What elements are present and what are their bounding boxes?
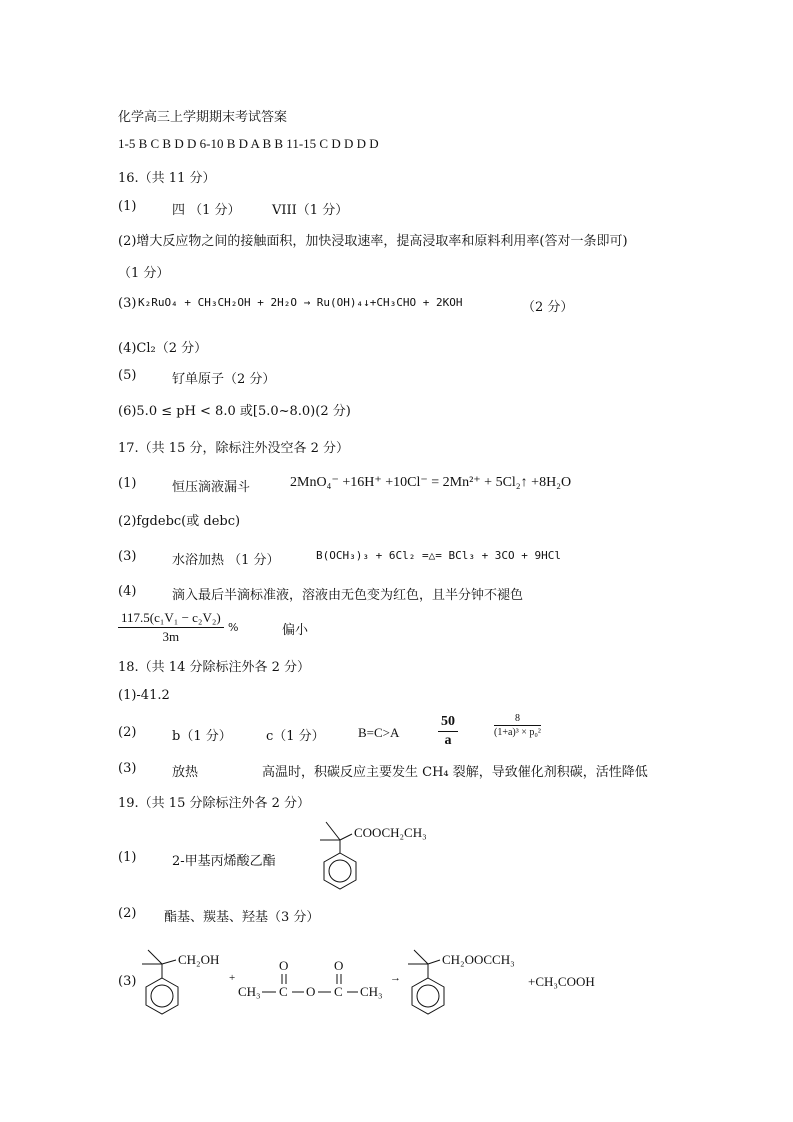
q19-p2-num: (2) bbox=[118, 906, 137, 921]
q17-p1-answer: 恒压滴液漏斗 bbox=[172, 480, 251, 495]
q19-p3-product bbox=[406, 948, 546, 1024]
q19-p3-product-label: CH₂OOCCH₃ bbox=[442, 952, 515, 967]
q19-p3-reactant-1 bbox=[140, 948, 230, 1024]
q19-p3-arrow: → bbox=[390, 972, 401, 984]
q17-p1-num: (1) bbox=[118, 476, 137, 491]
q16-p3-score: （2 分） bbox=[522, 300, 574, 315]
q16-p3-num: (3) bbox=[118, 296, 137, 311]
q18-header: 18.（共 14 分除标注外各 2 分） bbox=[118, 660, 311, 675]
q17-p4-fraction bbox=[118, 610, 224, 645]
mc-answers: 1-5 B C B D D 6-10 B D A B B 11-15 C D D D D bbox=[118, 136, 379, 151]
q18-p2-fraction-1 bbox=[438, 714, 458, 749]
q16-p1-num: (1) bbox=[118, 199, 137, 214]
q17-header: 17.（共 15 分，除标注外没空各 2 分） bbox=[118, 441, 350, 456]
q19-p3-num: (3) bbox=[118, 974, 137, 989]
q19-p1-structure-label: COOCH₂CH₃ bbox=[354, 825, 427, 840]
q19-p3-anhydride-o: O bbox=[306, 984, 316, 999]
q19-p2-answer: 酯基、羰基、羟基（3 分） bbox=[164, 910, 320, 925]
q16-header: 16.（共 11 分） bbox=[118, 171, 216, 186]
q16-p6: (6)5.0 ≤ pH < 8.0 或[5.0~8.0)(2 分) bbox=[118, 404, 351, 419]
q17-p2: (2)fgdebc(或 debc) bbox=[118, 514, 241, 529]
q18-p3-num: (3) bbox=[118, 761, 137, 776]
q17-p3-num: (3) bbox=[118, 549, 137, 564]
q17-p4-answer-b: 偏小 bbox=[282, 623, 309, 638]
q16-p1-answer-b: VIII（1 分） bbox=[272, 203, 349, 218]
q18-p2-fraction-1-denominator: a bbox=[444, 733, 452, 748]
q18-p2-answer-c: B=C>A bbox=[358, 725, 400, 740]
q17-p4-percent: % bbox=[228, 621, 239, 634]
q18-p1: (1)-41.2 bbox=[118, 688, 170, 703]
q17-p1-equation: 2MnO₄⁻ +16H⁺ +10Cl⁻ = 2Mn²⁺ + 5Cl₂↑ +8H₂O bbox=[290, 475, 572, 490]
q17-p4-fraction-numerator: 117.5(c₁V₁ − c₂V₂) bbox=[118, 610, 224, 628]
q18-p2-fraction-2 bbox=[494, 713, 541, 738]
q19-p1-num: (1) bbox=[118, 850, 137, 865]
q19-p1-answer: 2-甲基丙烯酸乙酯 bbox=[172, 854, 276, 869]
q17-p3-equation: B(OCH₃)₃ + 6Cl₂ =△= BCl₃ + 3CO + 9HCl bbox=[316, 549, 562, 562]
q18-p2-num: (2) bbox=[118, 725, 137, 740]
q19-p3-anhydride-left: CH₃ bbox=[238, 984, 261, 999]
q19-p3-byproduct: +CH₃COOH bbox=[528, 974, 595, 989]
q19-p3-reactant-1-label: CH₂OH bbox=[178, 952, 220, 967]
q16-p4: (4)Cl₂（2 分） bbox=[118, 341, 208, 356]
page-title: 化学高三上学期期末考试答案 bbox=[118, 110, 288, 125]
q17-p4-answer: 滴入最后半滴标准液，溶液由无色变为红色，且半分钟不褪色 bbox=[172, 588, 524, 603]
q17-p3-answer: 水浴加热 （1 分） bbox=[172, 553, 280, 568]
q19-p3-anhydride-c2: C bbox=[334, 984, 343, 999]
q19-header: 19.（共 15 分除标注外各 2 分） bbox=[118, 796, 311, 811]
q16-p5-answer: 钌单原子（2 分） bbox=[172, 372, 276, 387]
anhydride-bonds bbox=[236, 958, 396, 1008]
q19-p3-anhydride-carbonyl-o-1: O bbox=[279, 958, 289, 973]
q16-p2-line2: （1 分） bbox=[118, 266, 170, 281]
q16-p1-answer-a: 四 （1 分） bbox=[172, 203, 241, 218]
q17-p4-fraction-denominator: 3m bbox=[162, 629, 180, 644]
q18-p2-fraction-2-denominator: (1+a)³ × p₀² bbox=[494, 727, 541, 738]
q19-p3-anhydride-c1: C bbox=[279, 984, 288, 999]
q16-p5-num: (5) bbox=[118, 368, 137, 383]
q16-p2-line1: (2)增大反应物之间的接触面积，加快浸取速率，提高浸取率和原料利用率(答对一条即可) bbox=[118, 234, 628, 249]
q18-p2-fraction-1-numerator: 50 bbox=[438, 714, 458, 732]
q18-p2-answer-b: c（1 分） bbox=[266, 729, 325, 744]
q17-p4-num: (4) bbox=[118, 584, 137, 599]
q18-p2-answer-a: b（1 分） bbox=[172, 729, 232, 744]
q18-p3-answer-b: 高温时，积碳反应主要发生 CH₄ 裂解，导致催化剂积碳，活性降低 bbox=[262, 765, 648, 780]
q19-p1-structure bbox=[318, 820, 438, 896]
q18-p2-fraction-2-numerator: 8 bbox=[494, 713, 541, 726]
q19-p3-anhydride-carbonyl-o-2: O bbox=[334, 958, 344, 973]
q16-p3-equation: K₂RuO₄ + CH₃CH₂OH + 2H₂O → Ru(OH)₄↓+CH₃CHO + 2KOH bbox=[138, 296, 463, 309]
q19-p3-anhydride-right: CH₃ bbox=[360, 984, 383, 999]
q19-p3-plus-1: + bbox=[229, 972, 236, 984]
q18-p3-answer-a: 放热 bbox=[172, 765, 199, 780]
q19-p3-anhydride bbox=[236, 958, 396, 1008]
